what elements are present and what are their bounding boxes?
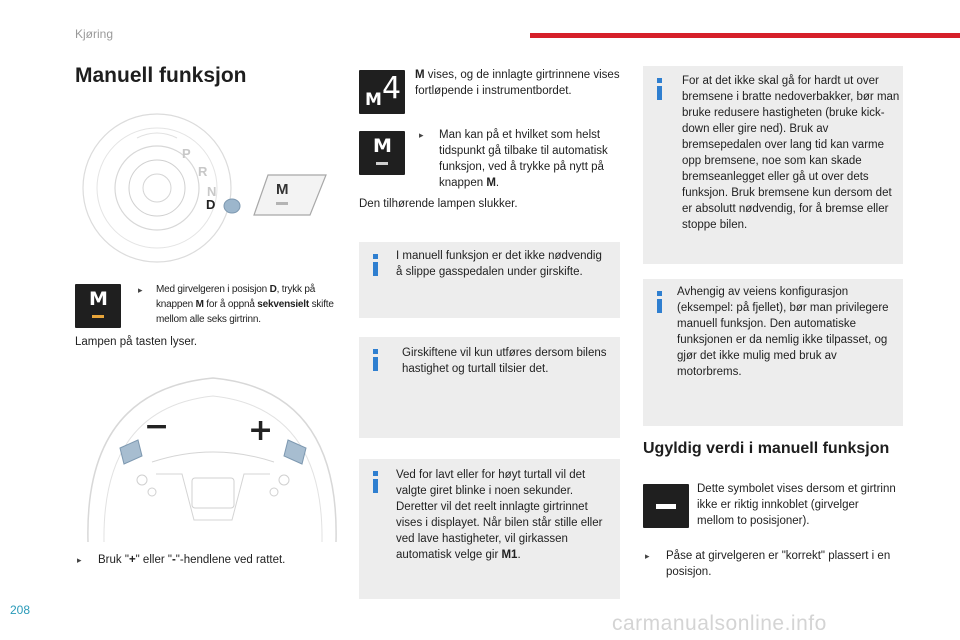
info-text: For at det ikke skal gå for hardt ut over bremsene i bratte nedoverbakker, bør man bruke redusere hastigheten (bruke kick-down eller gire ned). Bruk av bremsepedalen over lang tid kan varme opp bremsene, noe som kan skade bremseanlegget eller gå ut over dets funksjon. Bruk bremsene kun dersom det er absolutt nødvendig, for å bremse eller stoppe bilen.	[682, 75, 900, 231]
info-icon	[373, 254, 378, 259]
invalid-gear-icon	[643, 484, 689, 528]
gear-n-label: N	[207, 184, 217, 199]
page-title: Manuell funksjon	[75, 64, 247, 87]
info-box-road-config	[643, 279, 903, 426]
info-icon	[373, 349, 378, 354]
m-shown-text: M vises, og de innlagte girtrinnene vises fortløpende i instrumentbordet.	[415, 69, 620, 97]
checkbox-bullet-icon: ▸	[645, 551, 650, 561]
info-icon	[657, 78, 662, 83]
m-lamp-on-icon: M	[75, 284, 121, 328]
info-text: Ved for lavt eller for høyt turtall vil det valgte giret blinke i noen sekunder. Deretter vil det reelt innlagte girtrinnet vises i displayet. Når bilen står stille eller ved lave hastigheter, vil girkassen automatisk velge gir M1.	[396, 469, 603, 561]
paddle-minus-label: −	[144, 409, 170, 444]
section-subtitle: Ugyldig verdi i manuell funksjon	[643, 440, 890, 457]
gear-selector-illustration	[82, 108, 332, 266]
watermark: carmanualsonline.info	[612, 612, 827, 635]
gear-d-label: D	[206, 197, 216, 212]
step-4-text: Påse at girvelgeren er "korrekt" plassert i en posisjon.	[666, 550, 891, 578]
gear-m-button-label: M	[276, 181, 289, 198]
info-box-brakes	[643, 66, 903, 264]
gear-p-label: P	[182, 146, 191, 161]
m-lamp-off-icon: M	[359, 131, 405, 175]
lamp-off-text: Den tilhørende lampen slukker.	[359, 198, 518, 210]
checkbox-bullet-icon: ▸	[419, 130, 424, 140]
info-box-rpm	[359, 459, 620, 599]
info-text: Avhengig av veiens konfigurasjon (eksempel: på fjellet), bør man privilegere manuell funksjon. Den automatiske funksjonen er da nemlig ikke tilpasset, og gjør det ikke mulig med bruk av motorbrems.	[677, 286, 889, 378]
lamp-on-text: Lampen på tasten lyser.	[75, 336, 198, 348]
paddle-plus-label: +	[248, 413, 274, 448]
step-3-text: Man kan på et hvilket som helst tidspunkt gå tilbake til automatisk funksjon, ved å trykke på nytt på knappen M.	[439, 129, 608, 189]
info-text: I manuell funksjon er det ikke nødvendig å slippe gasspedalen under girskifte.	[396, 250, 602, 278]
step-1-text: Med girvelgeren i posisjon D, trykk på knappen M for å oppnå sekvensielt skifte mellom alle seks girtrinn.	[156, 284, 334, 325]
step-2-text: Bruk "+" eller "-"-hendlene ved rattet.	[98, 554, 286, 566]
instrument-display-icon: M 4	[359, 70, 405, 114]
header-accent-bar	[530, 33, 960, 38]
gear-r-label: R	[198, 164, 208, 179]
steering-wheel-illustration	[82, 370, 344, 542]
info-box-shifting	[359, 337, 620, 438]
info-icon	[657, 291, 662, 296]
info-text: Girskiftene vil kun utføres dersom bilens hastighet og turtall tilsier det.	[402, 347, 607, 375]
info-icon	[373, 471, 378, 476]
page-number: 208	[10, 603, 31, 617]
checkbox-bullet-icon: ▸	[77, 555, 82, 565]
invalid-gear-text: Dette symbolet vises dersom et girtrinn ikke er riktig innkoblet (girvelger mellom to posisjoner).	[697, 483, 896, 527]
checkbox-bullet-icon: ▸	[138, 285, 143, 295]
info-box-accelerator	[359, 242, 620, 318]
section-label: Kjøring	[75, 27, 114, 41]
